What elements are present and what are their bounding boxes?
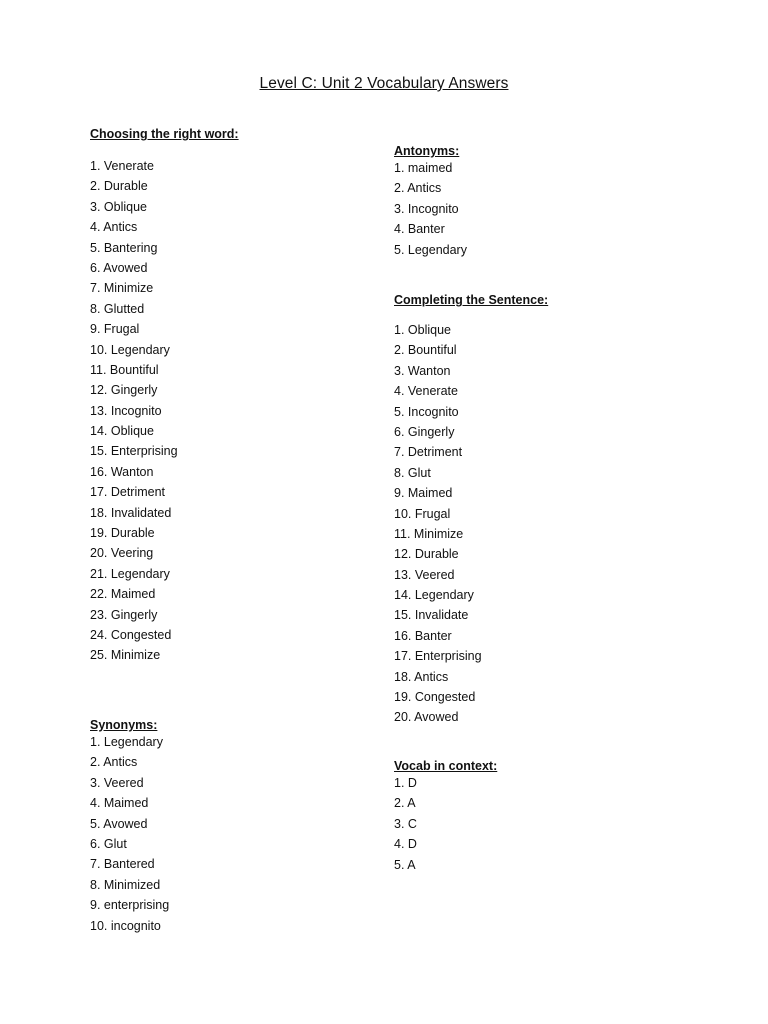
list-item: 8. Minimized — [90, 877, 161, 892]
choosing-heading: Choosing the right word: — [90, 127, 239, 141]
list-item: 5. Incognito — [394, 404, 459, 419]
synonyms-section — [90, 718, 390, 936]
list-item: 2. Antics — [394, 181, 442, 196]
list-item: 15. Invalidate — [394, 608, 469, 623]
choosing-list — [90, 156, 390, 666]
list-item: 10. Legendary — [90, 342, 170, 357]
list-item: 5. Bantering — [90, 240, 158, 255]
list-item: 4. Maimed — [90, 796, 149, 811]
list-item: 18. Invalidated — [90, 505, 172, 520]
list-item: 1. D — [394, 776, 417, 790]
list-item: 18. Antics — [394, 669, 449, 684]
list-item: 10. Frugal — [394, 506, 451, 521]
list-item: 5. Avowed — [90, 816, 148, 831]
list-item: 7. Detriment — [394, 445, 463, 460]
list-item: 19. Durable — [90, 526, 155, 541]
list-item: 1. Venerate — [90, 159, 154, 173]
list-item: 6. Gingerly — [394, 424, 455, 439]
synonyms-list — [90, 732, 390, 936]
context-section — [394, 759, 694, 875]
antonyms-heading: Antonyms: — [394, 144, 460, 158]
list-item: 13. Incognito — [90, 403, 162, 418]
list-item: 2. Bountiful — [394, 343, 457, 358]
list-item: 7. Bantered — [90, 857, 155, 872]
list-item: 12. Durable — [394, 547, 459, 562]
list-item: 6. Glut — [90, 836, 127, 851]
list-item: 10. incognito — [90, 918, 161, 933]
list-item: 8. Glut — [394, 465, 431, 480]
list-item: 14. Oblique — [90, 424, 154, 439]
list-item: 7. Minimize — [90, 281, 154, 296]
synonyms-heading: Synonyms: — [90, 718, 158, 732]
list-item: 13. Veered — [394, 567, 455, 582]
list-item: 22. Maimed — [90, 587, 156, 602]
list-item: 5. A — [394, 857, 416, 872]
list-item: 16. Wanton — [90, 464, 154, 479]
list-item: 4. Venerate — [394, 384, 458, 399]
list-item: 4. Antics — [90, 220, 138, 235]
list-item: 17. Detriment — [90, 485, 166, 500]
list-item: 6. Avowed — [90, 260, 148, 275]
list-item: 17. Enterprising — [394, 649, 482, 664]
antonyms-list — [394, 158, 694, 260]
completing-list — [394, 320, 694, 728]
list-item: 20. Veering — [90, 546, 154, 561]
list-item: 20. Avowed — [394, 710, 459, 725]
list-item: 11. Minimize — [394, 526, 464, 541]
list-item: 19. Congested — [394, 690, 476, 705]
page-title: Level C: Unit 2 Vocabulary Answers — [259, 75, 509, 92]
list-item: 3. C — [394, 816, 417, 831]
context-heading: Vocab in context: — [394, 759, 498, 773]
list-item: 12. Gingerly — [90, 383, 158, 398]
list-item: 5. Legendary — [394, 242, 467, 257]
list-item: 2. A — [394, 796, 416, 811]
list-item: 3. Veered — [90, 775, 144, 790]
list-item: 25. Minimize — [90, 648, 161, 663]
list-item: 2. Durable — [90, 179, 148, 194]
context-list — [394, 773, 694, 875]
list-item: 9. Frugal — [90, 322, 140, 337]
antonyms-section — [394, 144, 694, 260]
list-item: 14. Legendary — [394, 588, 474, 603]
completing-heading: Completing the Sentence: — [394, 293, 549, 307]
list-item: 1. Oblique — [394, 323, 451, 337]
list-item: 11. Bountiful — [90, 362, 159, 377]
list-item: 3. Incognito — [394, 201, 459, 216]
list-item: 16. Banter — [394, 628, 452, 643]
list-item: 9. Maimed — [394, 486, 453, 501]
completing-section — [394, 293, 694, 728]
list-item: 3. Oblique — [90, 199, 147, 214]
list-item: 1. Legendary — [90, 735, 163, 749]
list-item: 15. Enterprising — [90, 444, 178, 459]
list-item: 4. Banter — [394, 222, 445, 237]
list-item: 21. Legendary — [90, 566, 170, 581]
list-item: 4. D — [394, 837, 417, 852]
list-item: 2. Antics — [90, 755, 138, 770]
list-item: 8. Glutted — [90, 301, 145, 316]
list-item: 3. Wanton — [394, 363, 451, 378]
list-item: 1. maimed — [394, 161, 453, 175]
choosing-section — [90, 127, 390, 666]
list-item: 9. enterprising — [90, 898, 170, 913]
list-item: 24. Congested — [90, 627, 172, 642]
list-item: 23. Gingerly — [90, 607, 158, 622]
